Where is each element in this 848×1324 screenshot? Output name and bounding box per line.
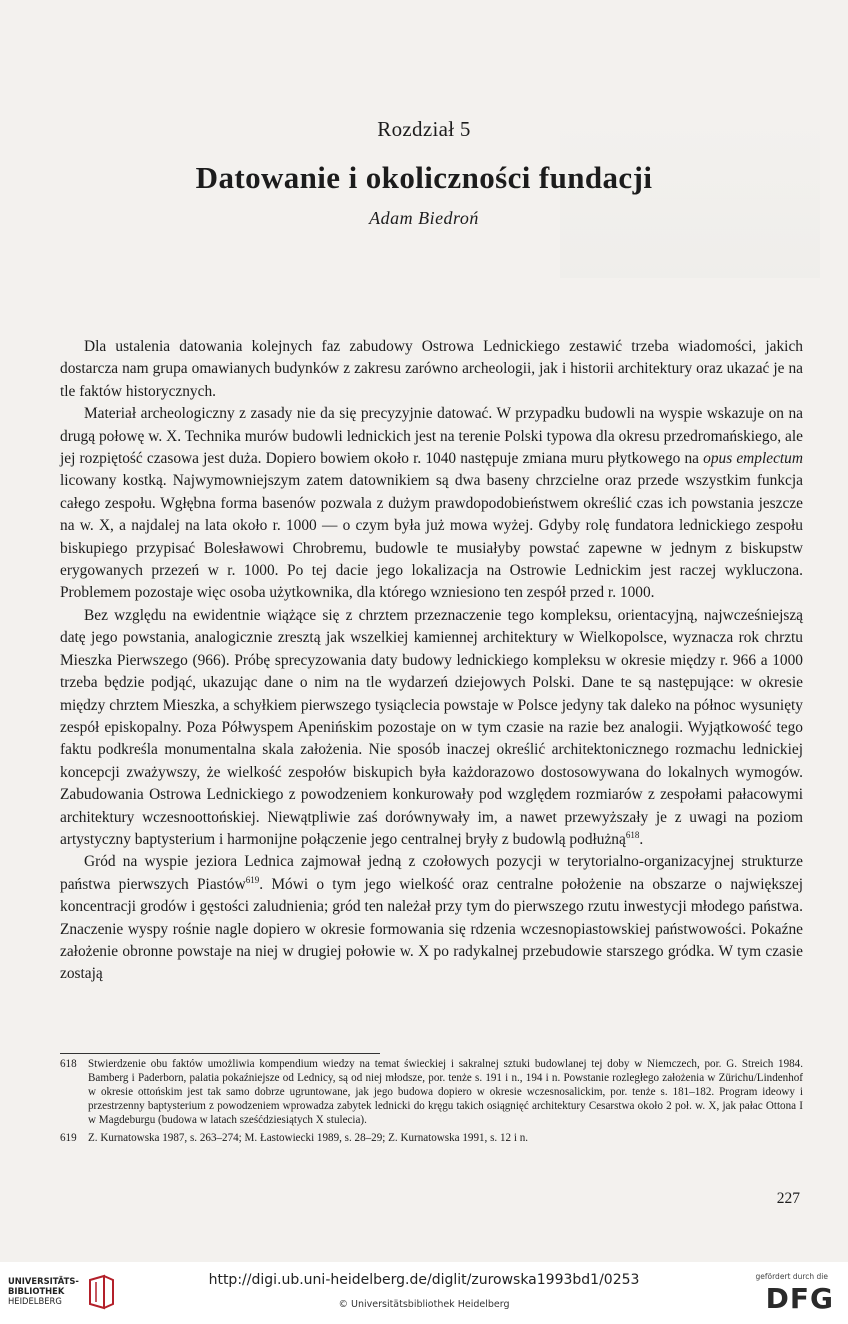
- paragraph-text: licowany kostką. Najwymowniejszym zatem datownikiem są dwa baseny chrzcielne oraz przede wszystkim funkcja całego zespołu. Wgłębna forma basenów pozwala z dużym prawdopodobieństwem określić czas ich powstania jeszcze na w. X, a najdalej na lata około r. 1000 — o czym była już mowa wyżej. Gdyby rolę fundatora lednickiego zespołu biskupiego przypisać Bolesławowi Chrobremu, budowle te musiałyby powstać zapewne w jednym z biskupstw erygowanych przezeń w r. 1000. Po tej dacie jego lokalizacja na Ostrowie Lednickim jest raczej wykluczona. Problemem pozostaje więc osoba użytkownika, dla którego wzniesiono ten zespół przed r. 1000.: [60, 472, 803, 602]
- footnote-618: [60, 1058, 803, 1128]
- paragraph-3: [60, 605, 803, 851]
- latin-term: opus emplectum: [703, 450, 803, 468]
- footnote-text: Stwierdzenie obu faktów umożliwia kompendium wiedzy na temat świeckiej i sakralnej sztuki budowlanej tej doby w Niemczech, por. G. Streich 1984. Bamberg i Paderborn, palatia pokaźniejsze od Lednicy, są od niej młodsze, por. tenże s. 191 i n., 194 i n. Powstanie rozległego założenia w Zürichu/Lindenhof w okresie ottońskim jest tak samo dobrze ugruntowane, jak jego budowa dopiero w okresie wczesnosalickim, por. tenże s. 181–182. Program ideowy i przestrzenny baptysterium z powodzeniem wprowadza zabytek lednicki do kręgu takich osiągnięć architektury Cesarstwa około 2 poł. w. X, jak pałac Ottona I w Magdeburgu (budowa w latach sześćdziesiątych X stulecia).: [88, 1058, 803, 1126]
- footnotes: [60, 1058, 803, 1149]
- author-name: Adam Biedroń: [369, 208, 479, 228]
- copyright-notice: © Universitätsbibliothek Heidelberg: [338, 1299, 510, 1310]
- paragraph-text: Materiał archeologiczny z zasady nie da się precyzyjnie datować. W przypadku budowli na wyspie wskazuje on na drugą połowę w. X. Technika murów budowli lednickich jest na terenie Polski typowa dla okresu przedromańskiego, ale jej rozpiętość czasowa jest duża. Dopiero bowiem około r. 1040 następuje zmiana muru płytkowego na: [60, 405, 803, 468]
- footnote-number: 619: [60, 1131, 77, 1144]
- paragraph-1: [60, 336, 803, 403]
- footnote-ref-618[interactable]: 618: [625, 829, 640, 840]
- body-text: [60, 336, 803, 986]
- library-line-1: UNIVERSITÄTS-: [8, 1276, 79, 1286]
- chapter-heading: Rozdział 5: [377, 117, 471, 141]
- dfg-logo[interactable]: DFG: [765, 1282, 834, 1315]
- permalink-url[interactable]: http://digi.ub.uni-heidelberg.de/diglit/zurowska1993bd1/0253: [208, 1272, 640, 1288]
- funding-caption: gefördert durch die: [755, 1272, 828, 1281]
- page-number: 227: [776, 1190, 800, 1207]
- chapter-title: Datowanie i okoliczności fundacji: [195, 160, 653, 195]
- digitization-footer: [0, 1262, 848, 1324]
- bleed-through-shadow: [560, 118, 820, 278]
- paragraph-text: . Mówi o tym jego wielkość oraz centralne położenie na obszarze o największej koncentracji grodów i gęstości zaludnienia; gród ten należał przy tym do pierwszego rzutu inwestycji młodego państwa. Znaczenie wyspy rośnie nagle dopiero w okresie formowania się rdzenia wczesnopiastowskiej państwowości. Pokaźne założenie obronne powstaje na niej w drugiej połowie w. X po radykalnej przebudowie starszego gródka. W tym czasie zostają: [60, 875, 803, 983]
- paragraph-4: [60, 851, 803, 985]
- paragraph-text: .: [639, 830, 644, 848]
- library-line-2: BIBLIOTHEK: [8, 1286, 65, 1296]
- library-line-3: HEIDELBERG: [8, 1296, 62, 1306]
- paragraph-text: Bez względu na ewidentnie wiążące się z chrztem przeznaczenie tego kompleksu, orientacyjną, najwcześniejszą datę jego powstania, analogicznie zresztą jak wszelkiej kamiennej architektury w Wielkopolsce, wyznacza rok chrztu Mieszka Pierwszego (966). Próbę sprecyzowania daty budowy lednickiego kompleksu w okresie między r. 966 a 1000 trzeba będzie podjąć, ukazując dane o nim na tle wydarzeń dziejowych Polski. Dane te są następujące: w okresie między chrztem Mieszka, a schyłkiem pierwszego tysiąclecia powstaje w Polsce jedyny tak daleko na północ wysunięty zespół episkopalny. Poza Półwyspem Apenińskim pozostaje on w tym czasie na razie bez analogii. Wyjątkowość tego faktu podkreśla monumentalna skala założenia. Nie sposób inaczej określić architektonicznego rozmachu lednickiej koncepcji zważywszy, że wielkość zespołów biskupich była każdorazowo dostosowywana do lokalnych wymogów. Zabudowania Ostrowa Lednickiego z powodzeniem konkurowały pod względem rozmiarów z zespołami pałacowymi architektury wczesnoottońskiej. Niewątpliwie zaś dorównywały im, a nawet przewyższały je z uwagi na poziom artystyczny baptysterium i harmonijne połączenie jego centralnej bryły z budowlą podłużną: [60, 606, 803, 848]
- footnote-text: Z. Kurnatowska 1987, s. 263–274; M. Łastowiecki 1989, s. 28–29; Z. Kurnatowska 1991, s. 12 i n.: [88, 1131, 529, 1144]
- footnote-619: [60, 1132, 803, 1146]
- paragraph-2: [60, 403, 803, 605]
- footnote-ref-619[interactable]: 619: [245, 874, 260, 885]
- paragraph-text: Gród na wyspie jeziora Lednica zajmował jedną z czołowych pozycji w terytorialno-organizacyjnej strukturze państwa pierwszych Piastów: [60, 853, 803, 893]
- footnote-number: 618: [60, 1058, 77, 1070]
- footnote-divider: [60, 1053, 380, 1054]
- paragraph-text: Dla ustalenia datowania kolejnych faz zabudowy Ostrowa Lednickiego zestawić trzeba wiadomości, jakich dostarcza nam grupa omawianych budynków z zakresu zarówno archeologii, jak i historii architektury oraz ukazać je na tle faktów historycznych.: [60, 338, 803, 400]
